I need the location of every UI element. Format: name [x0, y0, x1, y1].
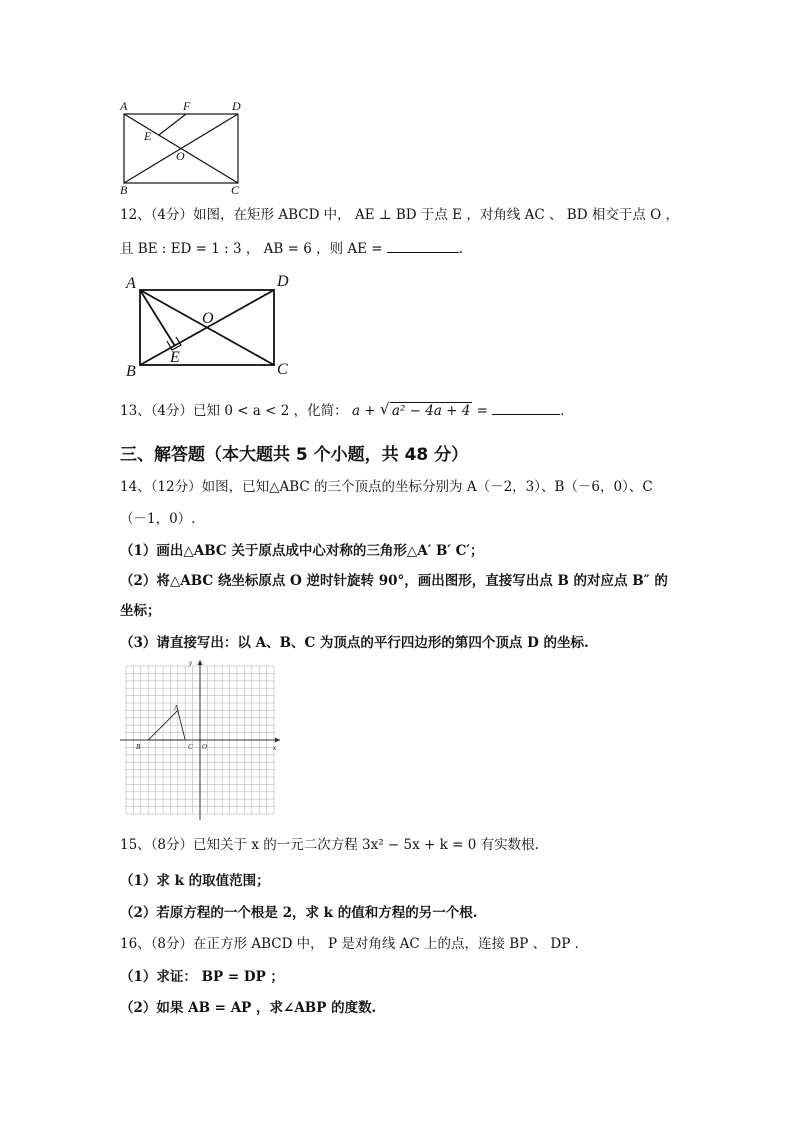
q13-line — [120, 400, 574, 420]
label-O: O — [202, 310, 214, 327]
axes — [120, 660, 280, 820]
q13-sqrt — [380, 402, 472, 420]
q12-score: （4分） — [150, 207, 194, 223]
q14-text-line2: （－1，0）. — [120, 511, 196, 527]
q12-end: ． — [458, 241, 473, 257]
coordinate-grid — [118, 656, 284, 822]
q13-text: 已知 0 < a < 2 ，化简： — [193, 403, 348, 419]
sqrt-sign-icon: √ — [379, 400, 390, 418]
q14-score: （12分） — [150, 479, 202, 495]
label-A: A — [126, 275, 136, 292]
label-O: O — [176, 149, 185, 163]
q14-part2a: （2）将△ABC 绕坐标原点 O 逆时针旋转 90°，画出图形，直接写出点 B 的对应点 B″ 的 — [120, 573, 668, 589]
q12-number: 12、 — [120, 207, 151, 223]
label-C: C — [188, 743, 193, 751]
label-C: C — [231, 183, 240, 196]
q12-answer-blank[interactable] — [387, 238, 459, 253]
q16-line — [120, 935, 588, 953]
q15-part2: （2）若原方程的一个根是 2，求 k 的值和方程的另一个根. — [120, 905, 478, 921]
label-x: x — [273, 744, 277, 752]
label-A: A — [120, 99, 128, 113]
q16-text: 在正方形 ABCD 中， P 是对角线 AC 上的点，连接 BP 、 DP ． — [193, 936, 589, 952]
label-y: y — [189, 659, 193, 667]
q14-part2b: 坐标； — [120, 603, 161, 619]
label-B: B — [136, 743, 141, 751]
q14-number: 14、 — [120, 479, 151, 495]
q15-line — [120, 836, 539, 854]
q12-text-line2: 且 BE : ED = 1 : 3 ， AB = 6 ，则 AE = — [120, 241, 383, 257]
label-D: D — [277, 273, 289, 290]
q16-score: （8分） — [150, 936, 194, 952]
q16-number: 16、 — [120, 936, 151, 952]
q15-text: 已知关于 x 的一元二次方程 3x² − 5x + k = 0 有实数根. — [193, 837, 539, 853]
q12-line1 — [120, 206, 679, 224]
q12-text-line1: 如图，在矩形 ABCD 中， AE ⊥ BD 于点 E ，对角线 AC 、 BD 相交于点 O ， — [193, 207, 679, 223]
q13-expr-suffix: = — [476, 403, 488, 419]
q13-answer-blank[interactable] — [492, 400, 560, 415]
figure-rectangle-ae-perp — [120, 268, 300, 384]
q13-number: 13、 — [120, 403, 151, 419]
q14-part1: （1）画出△ABC 关于原点成中心对称的三角形△A′ B′ C′； — [120, 543, 484, 559]
label-F: F — [183, 99, 191, 113]
q14-text-line1: 如图，已知△ABC 的三个顶点的坐标分别为 A（－2，3）、B（－6，0）、C — [201, 479, 653, 495]
q14-part3: （3）请直接写出：以 A、B、C 为顶点的平行四边形的第四个顶点 D 的坐标. — [120, 635, 589, 651]
label-E: E — [144, 129, 152, 143]
figure-rectangle-afd — [116, 96, 256, 196]
q13-end: ． — [560, 403, 574, 419]
q15-score: （8分） — [150, 837, 194, 853]
label-B: B — [126, 363, 136, 380]
x-axis-arrow-icon — [275, 738, 280, 743]
section-title: 三、解答题（本大题共 5 个小题，共 48 分） — [120, 445, 469, 465]
y-axis-arrow-icon — [198, 660, 203, 665]
q16-part1: （1）求证： BP = DP ； — [120, 969, 284, 985]
q13-expr-radicand: a² − 4a + 4 — [391, 403, 471, 419]
label-B: B — [120, 183, 128, 196]
q15-part1: （1）求 k 的取值范围； — [120, 873, 270, 889]
q16-part2: （2）如果 AB = AP ，求∠ABP 的度数. — [120, 1000, 377, 1016]
q13-score: （4分） — [150, 403, 194, 419]
label-A: A — [174, 704, 179, 712]
q14-line1 — [120, 478, 653, 496]
q15-number: 15、 — [120, 837, 151, 853]
label-O: O — [202, 743, 208, 751]
q12-line2 — [120, 238, 472, 258]
label-C: C — [277, 361, 288, 378]
label-E: E — [170, 349, 180, 366]
q13-expr-prefix: a + — [351, 403, 376, 419]
label-D: D — [232, 99, 241, 113]
